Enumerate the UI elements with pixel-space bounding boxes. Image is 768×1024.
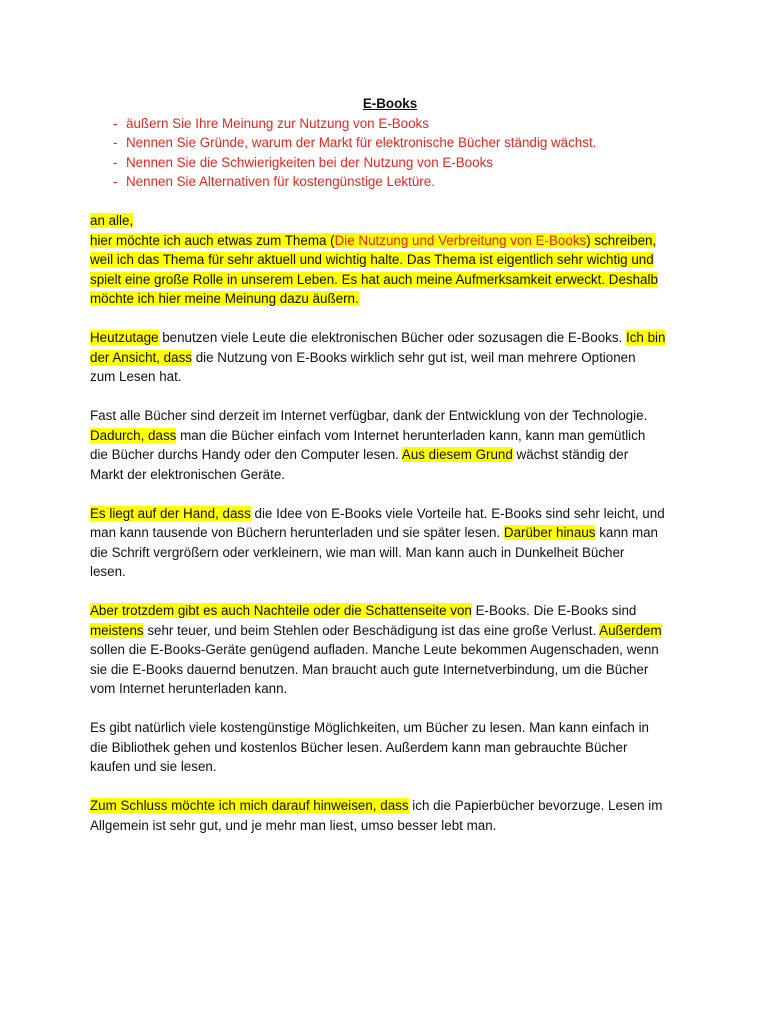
paragraph-opinion <box>90 328 690 387</box>
highlight <box>90 233 656 248</box>
text-run: kann man <box>595 525 658 540</box>
text-line <box>90 348 690 368</box>
text-run: die Nutzung von E-Books wirklich sehr gut ist, weil man mehrere Optionen <box>191 349 636 365</box>
text-line <box>90 250 690 270</box>
text-run: sehr teuer, und beim Stehlen oder Beschädigung ist das eine große Verlust. <box>143 622 600 638</box>
highlight: an alle, <box>90 213 134 228</box>
text-line: Es gibt natürlich viele kostengünstige Möglichkeiten, um Bücher zu lesen. Man kann einfach in <box>90 720 650 735</box>
highlight: Darüber hinaus <box>503 525 596 540</box>
task-text: Nennen Sie die Schwierigkeiten bei der Nutzung von E-Books <box>126 154 493 170</box>
text-run: ) schreiben, <box>586 232 657 248</box>
text-line: sie die E-Books dauernd benutzen. Man braucht auch gute Internetverbindung, um die Bücher <box>90 661 649 677</box>
task-list <box>90 114 690 192</box>
highlight: Ich bin <box>625 330 666 345</box>
text-line <box>90 270 690 290</box>
text-line: Fast alle Bücher sind derzeit im Internet verfügbar, dank der Entwicklung von der Technologie. <box>90 408 648 423</box>
text-line <box>90 621 690 641</box>
paragraph-advantages <box>90 504 690 582</box>
paragraph-disadvantages <box>90 601 690 699</box>
highlight: Zum Schluss möchte ich mich darauf hinweisen, dass <box>90 798 409 813</box>
task-item <box>90 114 690 134</box>
text-run: E-Books. Die E-Books sind <box>471 603 637 618</box>
highlight: Es liegt auf der Hand, dass <box>90 505 251 521</box>
text-line <box>90 211 690 231</box>
text-run: wächst ständig der <box>512 447 629 462</box>
text-line <box>90 426 690 446</box>
text-line <box>90 504 690 524</box>
paragraph-conclusion <box>90 796 690 835</box>
text-line: die Schrift vergrößern oder verkleinern, wie man will. Man kann auch in Dunkelheit Bücher <box>90 544 625 560</box>
text-run: man kann tausende von Büchern herunterladen und sie später lesen. <box>90 525 504 540</box>
text-line <box>90 328 690 348</box>
highlight: Aus diesem Grund <box>401 447 513 462</box>
task-text: äußern Sie Ihre Meinung zur Nutzung von E-Books <box>126 115 429 131</box>
text-line: Allgemein ist sehr gut, und je mehr man liest, umso besser lebt man. <box>90 817 497 833</box>
text-run: benutzen viele Leute die elektronischen Bücher oder sozusagen die E-Books. <box>158 330 626 345</box>
highlight: spielt eine große Rolle in unserem Leben. Es hat auch meine Aufmerksamkeit erweckt. Deshalb <box>90 271 658 287</box>
text-line <box>90 445 690 465</box>
task-text: Nennen Sie Alternativen für kostengünstige Lektüre. <box>126 174 435 189</box>
text-line <box>90 289 690 309</box>
paragraph-market <box>90 406 690 484</box>
task-text: Nennen Sie Gründe, warum der Markt für elektronische Bücher ständig wächst. <box>126 135 597 150</box>
text-line: sollen die E-Books-Geräte genügend aufladen. Manche Leute bekommen Augenschaden, wenn <box>90 642 659 657</box>
list-dash: - <box>113 154 118 170</box>
text-run: hier möchte ich auch etwas zum Thema ( <box>90 232 335 248</box>
text-line: kaufen und sie lesen. <box>90 759 217 774</box>
document-page <box>90 94 690 855</box>
text-run: ich die Papierbücher bevorzuge. Lesen im <box>408 798 663 813</box>
task-item <box>90 153 690 173</box>
text-run: die Bücher durchs Handy oder den Computer lesen. <box>90 447 402 462</box>
highlight: weil ich das Thema für sehr aktuell und wichtig halte. Das Thema ist eigentlich sehr wichtig und <box>90 252 654 267</box>
highlight: Außerdem <box>599 622 662 638</box>
text-line: die Bibliothek gehen und kostenlos Bücher lesen. Außerdem kann man gebrauchte Bücher <box>90 739 628 755</box>
text-run: die Idee von E-Books viele Vorteile hat. E-Books sind sehr leicht, und <box>250 505 665 521</box>
list-dash: - <box>113 115 118 131</box>
text-line <box>90 523 690 543</box>
paragraph-intro <box>90 211 690 309</box>
document-title: E-Books <box>362 96 418 111</box>
task-item <box>90 172 690 192</box>
highlight: der Ansicht, dass <box>90 349 192 365</box>
highlight: Aber trotzdem gibt es auch Nachteile oder die Schattenseite von <box>90 603 472 618</box>
text-line: lesen. <box>90 564 126 579</box>
paragraph-alternatives <box>90 718 690 777</box>
text-line <box>90 231 690 251</box>
topic-text: Die Nutzung und Verbreitung von E-Books <box>334 232 587 248</box>
text-line: vom Internet herunterladen kann. <box>90 681 288 696</box>
text-line <box>90 796 690 816</box>
task-item <box>90 133 690 153</box>
text-line: zum Lesen hat. <box>90 369 182 384</box>
highlight: Heutzutage <box>90 330 159 345</box>
text-run: man die Bücher einfach vom Internet herunterladen kann, kann man gemütlich <box>176 427 646 443</box>
highlight: Dadurch, dass <box>90 427 177 443</box>
text-line <box>90 601 690 621</box>
list-dash: - <box>113 135 118 150</box>
highlight: meistens <box>90 622 144 638</box>
highlight: möchte ich hier meine Meinung dazu äußern. <box>90 291 359 306</box>
text-line: Markt der elektronischen Geräte. <box>90 466 285 482</box>
list-dash: - <box>113 174 118 189</box>
